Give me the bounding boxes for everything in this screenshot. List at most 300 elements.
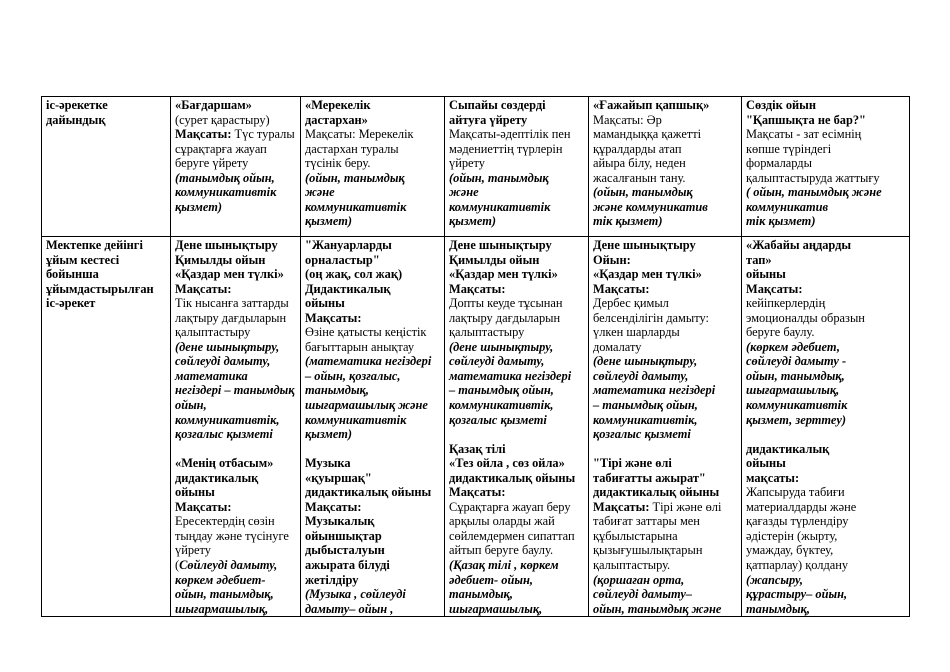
text-line bbox=[746, 238, 905, 253]
text-run: Музыкалық bbox=[305, 514, 375, 529]
text-run: Мақсаты: bbox=[175, 281, 232, 296]
blank-line bbox=[175, 442, 296, 457]
text-line bbox=[175, 543, 296, 558]
text-line bbox=[593, 500, 737, 515]
text-line bbox=[305, 471, 440, 486]
text-line bbox=[449, 383, 584, 398]
row-header-line: іс-әрекетке bbox=[46, 98, 108, 112]
text-line bbox=[449, 558, 584, 573]
text-run: Қазақ тілі bbox=[449, 441, 506, 456]
text-line bbox=[746, 253, 905, 268]
text-line bbox=[175, 413, 296, 428]
text-run: тік қызмет) bbox=[593, 214, 663, 229]
text-line bbox=[449, 442, 584, 457]
text-run: – танымдық ойын, bbox=[593, 398, 698, 413]
text-line bbox=[175, 311, 296, 326]
text-run: (Қазақ тілі , көркем bbox=[449, 558, 559, 573]
text-line bbox=[593, 238, 737, 253]
text-line bbox=[593, 602, 737, 617]
text-line bbox=[305, 127, 440, 142]
text-run: (дене шынықтыру, bbox=[175, 339, 280, 354]
text-line bbox=[175, 369, 296, 384]
text-line bbox=[175, 383, 296, 398]
plan-table bbox=[41, 96, 910, 617]
row-header-line: іс-әрекет bbox=[46, 296, 96, 311]
text-line bbox=[305, 238, 440, 253]
text-line bbox=[449, 238, 584, 253]
text-line bbox=[746, 543, 905, 558]
text-run: ойын, танымдық және bbox=[593, 601, 722, 616]
text-run: коммуникатив bbox=[746, 199, 829, 214]
text-run: сөйлеуді дамыту, bbox=[175, 354, 271, 369]
text-run: дамыту– ойын , bbox=[305, 601, 394, 616]
text-run: (ойын, танымдық bbox=[593, 185, 693, 200]
text-run: беруге үйрету bbox=[175, 156, 249, 171]
text-run: үйрету bbox=[175, 543, 211, 558]
blank-line bbox=[746, 427, 905, 442]
text-run: дыбысталуын bbox=[305, 543, 385, 558]
text-run: шығармашылық, bbox=[746, 383, 840, 398]
text-run: Мақсаты-әдептілік пен bbox=[449, 127, 571, 142]
text-run: қызмет) bbox=[305, 427, 352, 442]
text-line bbox=[175, 171, 296, 186]
text-line bbox=[593, 485, 737, 500]
text-run: Мақсаты: bbox=[305, 310, 362, 325]
text-run: тік қызмет) bbox=[746, 214, 816, 229]
text-run: сөйлеуді дамыту– bbox=[593, 587, 693, 602]
text-run: коммуникативтік bbox=[449, 199, 551, 214]
text-line bbox=[305, 427, 440, 442]
text-run: коммуникативтік bbox=[746, 398, 848, 413]
text-line bbox=[305, 282, 440, 297]
text-run: Дидактикалық bbox=[305, 281, 391, 296]
text-line bbox=[593, 369, 737, 384]
text-line bbox=[449, 543, 584, 558]
text-line bbox=[305, 456, 440, 471]
text-run: Мақсаты: bbox=[305, 499, 362, 514]
text-run: қозғалыс қызметі bbox=[593, 427, 691, 442]
text-run: Жапсыруда табиғи bbox=[746, 485, 845, 500]
text-run: ойыншықтар bbox=[305, 528, 382, 543]
text-line bbox=[175, 587, 296, 602]
text-run: қызмет) bbox=[175, 199, 222, 214]
text-line bbox=[593, 267, 737, 282]
text-line bbox=[593, 587, 737, 602]
text-run: коммуникативтік bbox=[175, 185, 277, 200]
text-run: Дене шынықтыру bbox=[449, 238, 552, 252]
text-run: кейіпкерлердің bbox=[746, 296, 826, 311]
text-run: қалыптастыру bbox=[175, 325, 251, 340]
text-line bbox=[593, 185, 737, 200]
text-run: «Тез ойла , сөз ойла» bbox=[449, 456, 565, 471]
text-run: (танымдық ойын, bbox=[175, 170, 275, 185]
text-run: айтуға үйрету bbox=[449, 112, 528, 127]
text-run: көркем әдебиет- bbox=[175, 572, 266, 587]
text-run: (оң жақ, сол жақ) bbox=[305, 267, 403, 282]
text-line bbox=[305, 602, 440, 617]
text-line bbox=[593, 573, 737, 588]
text-run: (жапсыру, bbox=[746, 572, 803, 587]
text-run: Ересектердің сөзін bbox=[175, 514, 275, 529]
text-line bbox=[746, 282, 905, 297]
text-line bbox=[593, 427, 737, 442]
text-run: лақтыру дағдыларын bbox=[449, 310, 561, 325]
text-run: қозғалыс қызметі bbox=[449, 412, 547, 427]
text-run: «Жабайы аңдарды bbox=[746, 238, 852, 252]
text-run: «Мерекелік bbox=[305, 98, 371, 112]
text-line bbox=[175, 156, 296, 171]
text-line bbox=[449, 296, 584, 311]
text-run: лақтыру дағдыларын bbox=[175, 310, 287, 325]
text-line bbox=[746, 369, 905, 384]
text-line bbox=[175, 456, 296, 471]
text-line bbox=[593, 413, 737, 428]
text-line bbox=[175, 558, 296, 573]
text-line bbox=[746, 383, 905, 398]
text-line bbox=[305, 398, 440, 413]
text-run: материалдарды және bbox=[746, 499, 857, 514]
blank-line bbox=[305, 442, 440, 457]
text-line bbox=[175, 485, 296, 500]
text-line bbox=[305, 253, 440, 268]
row-header-line: Мектепке дейінгі bbox=[46, 238, 143, 252]
text-line bbox=[746, 471, 905, 486]
text-run: дидактикалық ойыны bbox=[593, 485, 720, 500]
text-line bbox=[449, 142, 584, 157]
text-run: құралдарды атап bbox=[593, 141, 682, 156]
text-line bbox=[449, 573, 584, 588]
text-line bbox=[175, 253, 296, 268]
text-run: орналастыр" bbox=[305, 252, 380, 267]
text-run: бағыттарын анықтау bbox=[305, 339, 415, 354]
text-line bbox=[305, 267, 440, 282]
text-run: қызмет) bbox=[449, 214, 496, 229]
text-line bbox=[449, 214, 584, 229]
text-line bbox=[305, 413, 440, 428]
text-line bbox=[449, 127, 584, 142]
text-line bbox=[305, 156, 440, 171]
text-run: қатпарлау) қолдану bbox=[746, 558, 849, 573]
text-run: ойын, bbox=[175, 398, 207, 413]
text-line bbox=[175, 471, 296, 486]
text-line bbox=[305, 500, 440, 515]
text-line bbox=[175, 267, 296, 282]
text-line bbox=[593, 127, 737, 142]
text-run: үлкен шарларды bbox=[593, 325, 680, 340]
text-run: ойыны bbox=[746, 456, 786, 471]
text-line bbox=[746, 485, 905, 500]
text-line bbox=[746, 573, 905, 588]
text-line bbox=[175, 296, 296, 311]
text-line bbox=[746, 127, 905, 142]
text-run: математика негіздері bbox=[593, 383, 716, 398]
text-run: Қимылды ойын bbox=[449, 252, 540, 267]
text-line bbox=[746, 214, 905, 229]
text-line bbox=[449, 98, 584, 113]
text-run: құрастыру– ойын, bbox=[746, 587, 848, 602]
text-line bbox=[593, 296, 737, 311]
text-line bbox=[449, 602, 584, 617]
text-run: (дене шынықтыру, bbox=[593, 354, 698, 369]
text-line bbox=[746, 171, 905, 186]
text-run: тыңдау және түсінуге bbox=[175, 528, 289, 543]
text-line bbox=[746, 398, 905, 413]
text-run: көпше түріндегі bbox=[746, 141, 832, 156]
text-line bbox=[305, 587, 440, 602]
text-line bbox=[175, 325, 296, 340]
text-line bbox=[593, 543, 737, 558]
text-line bbox=[305, 325, 440, 340]
activity-cell bbox=[445, 97, 589, 237]
text-line bbox=[175, 354, 296, 369]
text-line bbox=[593, 456, 737, 471]
text-line bbox=[593, 558, 737, 573]
text-run: табиғат заттары мен bbox=[593, 514, 700, 529]
text-line bbox=[746, 442, 905, 457]
text-line bbox=[449, 311, 584, 326]
text-run: коммуникативтік, bbox=[449, 398, 554, 413]
text-run: «Қаздар мен түлкі» bbox=[593, 267, 702, 282]
text-line bbox=[449, 369, 584, 384]
text-run: сөйлеуді дамыту - bbox=[746, 354, 847, 369]
text-line bbox=[305, 200, 440, 215]
text-run: Тірі және өлі bbox=[649, 499, 722, 514]
text-line bbox=[449, 282, 584, 297]
text-run: Мақсаты: bbox=[593, 281, 650, 296]
text-run: дастархан туралы bbox=[305, 141, 399, 156]
text-run: Мақсаты: bbox=[175, 499, 232, 514]
text-line bbox=[305, 98, 440, 113]
text-run: мамандыққа қажетті bbox=[593, 127, 702, 142]
text-line bbox=[593, 398, 737, 413]
text-run: ойын, танымдық, bbox=[746, 368, 845, 383]
text-line bbox=[746, 340, 905, 355]
text-line bbox=[305, 514, 440, 529]
text-line bbox=[305, 354, 440, 369]
text-run: сөйлемдермен сипаттап bbox=[449, 528, 575, 543]
text-run: табиғатты ажырат" bbox=[593, 470, 706, 485]
text-line bbox=[746, 200, 905, 215]
text-run: жетілдіру bbox=[305, 572, 359, 587]
blank-line bbox=[593, 442, 737, 457]
text-line bbox=[175, 573, 296, 588]
text-run: (дене шынықтыру, bbox=[449, 339, 554, 354]
text-line bbox=[593, 171, 737, 186]
text-line bbox=[305, 543, 440, 558]
text-line bbox=[746, 142, 905, 157]
activity-cell bbox=[742, 97, 910, 237]
text-run: Түс туралы bbox=[231, 127, 295, 142]
text-line bbox=[175, 185, 296, 200]
text-run: Сыпайы сөздерді bbox=[449, 98, 546, 112]
text-line bbox=[746, 98, 905, 113]
text-line bbox=[593, 354, 737, 369]
text-run: (Музыка , сөйлеуді bbox=[305, 587, 406, 602]
text-run: жасалғанын тану. bbox=[593, 170, 686, 185]
text-run: және bbox=[449, 185, 479, 200]
text-run: және bbox=[305, 185, 335, 200]
text-line bbox=[449, 267, 584, 282]
text-line bbox=[593, 253, 737, 268]
text-line bbox=[746, 587, 905, 602]
text-run: дастархан» bbox=[305, 112, 368, 127]
text-run: әдебиет- ойын, bbox=[449, 572, 533, 587]
text-line bbox=[305, 142, 440, 157]
text-run: мақсаты: bbox=[746, 470, 800, 485]
text-run: Өзіне қатысты кеңістік bbox=[305, 325, 427, 340]
text-run: Дене шынықтыру bbox=[593, 238, 696, 252]
text-run: Сөйлеуді дамыту, bbox=[179, 558, 278, 573]
text-line bbox=[449, 253, 584, 268]
text-line bbox=[305, 485, 440, 500]
text-run: Дене шынықтыру bbox=[175, 238, 278, 252]
text-run: ойыны bbox=[746, 267, 786, 282]
text-run: сөйлеуді дамыту, bbox=[449, 354, 545, 369]
text-line bbox=[175, 514, 296, 529]
text-run: түсінік беру. bbox=[305, 156, 371, 171]
text-run: қозғалыс қызметі bbox=[175, 427, 273, 442]
text-line bbox=[746, 500, 905, 515]
text-run: шығармашылық және bbox=[305, 398, 428, 413]
text-run: коммуникативтік, bbox=[593, 412, 698, 427]
text-line bbox=[746, 185, 905, 200]
text-run: дидактикалық ойыны bbox=[305, 485, 432, 500]
text-line bbox=[746, 514, 905, 529]
text-run: ( bbox=[175, 558, 180, 573]
text-line bbox=[175, 602, 296, 617]
text-run: ойын, танымдық, bbox=[175, 587, 274, 602]
text-run: Мақсаты: bbox=[746, 281, 803, 296]
text-run: арқылы оларды жай bbox=[449, 514, 555, 529]
text-run: дидактикалық bbox=[746, 441, 830, 456]
text-run: танымдық, bbox=[746, 601, 810, 616]
text-run: сұрақтарға жауап bbox=[175, 141, 267, 156]
text-run: ( ойын, танымдық және bbox=[746, 185, 882, 200]
text-line bbox=[593, 200, 737, 215]
text-line bbox=[449, 471, 584, 486]
text-line bbox=[449, 340, 584, 355]
row-header-line: ұйымдастырылған bbox=[46, 281, 154, 296]
text-run: «Менің отбасым» bbox=[175, 456, 274, 471]
activity-cell bbox=[171, 97, 301, 237]
text-run: «қуыршақ" bbox=[305, 470, 372, 485]
text-line bbox=[593, 383, 737, 398]
text-run: Музыка bbox=[305, 456, 351, 471]
text-run: (сурет қарастыру) bbox=[175, 112, 270, 127]
text-line bbox=[305, 296, 440, 311]
text-line bbox=[746, 558, 905, 573]
text-line bbox=[175, 238, 296, 253]
text-run: танымдық, bbox=[305, 383, 369, 398]
text-run: Дербес қимыл bbox=[593, 296, 669, 311]
text-line bbox=[175, 200, 296, 215]
text-line bbox=[746, 311, 905, 326]
activity-cell bbox=[445, 237, 589, 617]
text-run: «Бағдаршам» bbox=[175, 98, 252, 112]
row-header-cell bbox=[42, 97, 171, 237]
text-line bbox=[593, 156, 737, 171]
text-line bbox=[449, 113, 584, 128]
text-run: ойыны bbox=[175, 485, 215, 500]
text-line bbox=[593, 340, 737, 355]
text-run: «Қаздар мен түлкі» bbox=[449, 267, 558, 282]
text-run: "Қапшықта не бар?" bbox=[746, 112, 866, 127]
text-line bbox=[175, 127, 296, 142]
text-run: Мақсаты: bbox=[593, 499, 650, 514]
text-run: Тік нысанға заттарды bbox=[175, 296, 289, 311]
text-run: эмоционалды образын bbox=[746, 310, 865, 325]
text-run: коммуникативтік, bbox=[175, 412, 280, 427]
text-line bbox=[449, 200, 584, 215]
text-line bbox=[593, 471, 737, 486]
activity-cell bbox=[589, 97, 742, 237]
text-run: қызмет) bbox=[305, 214, 352, 229]
text-run: Мақсаты: bbox=[175, 127, 232, 142]
text-line bbox=[305, 369, 440, 384]
text-run: – танымдық ойын, bbox=[449, 383, 554, 398]
activity-cell bbox=[301, 237, 445, 617]
text-run: негіздері – танымдық bbox=[175, 383, 295, 398]
text-line bbox=[593, 514, 737, 529]
text-line bbox=[175, 142, 296, 157]
text-line bbox=[746, 325, 905, 340]
text-run: қызмет, зерттеу) bbox=[746, 412, 846, 427]
text-line bbox=[305, 214, 440, 229]
text-run: – ойын, қозғалыс, bbox=[305, 368, 401, 383]
text-run: құбылыстарына bbox=[593, 528, 678, 543]
text-run: қалыптастыруда жаттығу bbox=[746, 170, 880, 185]
table-row bbox=[42, 237, 910, 617]
table-row bbox=[42, 97, 910, 237]
text-run: Сұрақтарға жауап беру bbox=[449, 499, 571, 514]
text-line bbox=[746, 113, 905, 128]
text-line bbox=[746, 296, 905, 311]
text-line bbox=[175, 529, 296, 544]
text-line bbox=[175, 282, 296, 297]
text-run: және коммуникатив bbox=[593, 199, 708, 214]
text-line bbox=[746, 456, 905, 471]
text-line bbox=[305, 340, 440, 355]
text-run: «Қаздар мен түлкі» bbox=[175, 267, 284, 282]
text-run: (математика негіздері bbox=[305, 354, 432, 369]
text-run: математика негіздері bbox=[449, 368, 572, 383]
text-run: математика bbox=[175, 368, 248, 383]
text-line bbox=[305, 113, 440, 128]
activity-cell bbox=[742, 237, 910, 617]
text-line bbox=[746, 354, 905, 369]
text-run: Ойын: bbox=[593, 252, 631, 267]
text-run: «Ғажайып қапшық» bbox=[593, 98, 710, 112]
text-line bbox=[305, 573, 440, 588]
text-run: формаларды bbox=[746, 156, 812, 171]
text-line bbox=[449, 325, 584, 340]
text-run: беруге баулу. bbox=[746, 325, 815, 340]
text-run: қызығушылықтарын bbox=[593, 543, 703, 558]
text-run: домалату bbox=[593, 339, 642, 354]
row-header-cell bbox=[42, 237, 171, 617]
text-line bbox=[305, 383, 440, 398]
text-run: Қимылды ойын bbox=[175, 252, 266, 267]
text-line bbox=[175, 340, 296, 355]
text-run: Мақсаты: Мерекелік bbox=[305, 127, 414, 142]
row-header-line: дайындық bbox=[46, 112, 106, 127]
text-line bbox=[746, 602, 905, 617]
text-run: танымдық, bbox=[449, 587, 513, 602]
text-line bbox=[449, 500, 584, 515]
text-line bbox=[175, 113, 296, 128]
text-line bbox=[305, 558, 440, 573]
text-run: Допты кеуде тұсынан bbox=[449, 296, 563, 311]
